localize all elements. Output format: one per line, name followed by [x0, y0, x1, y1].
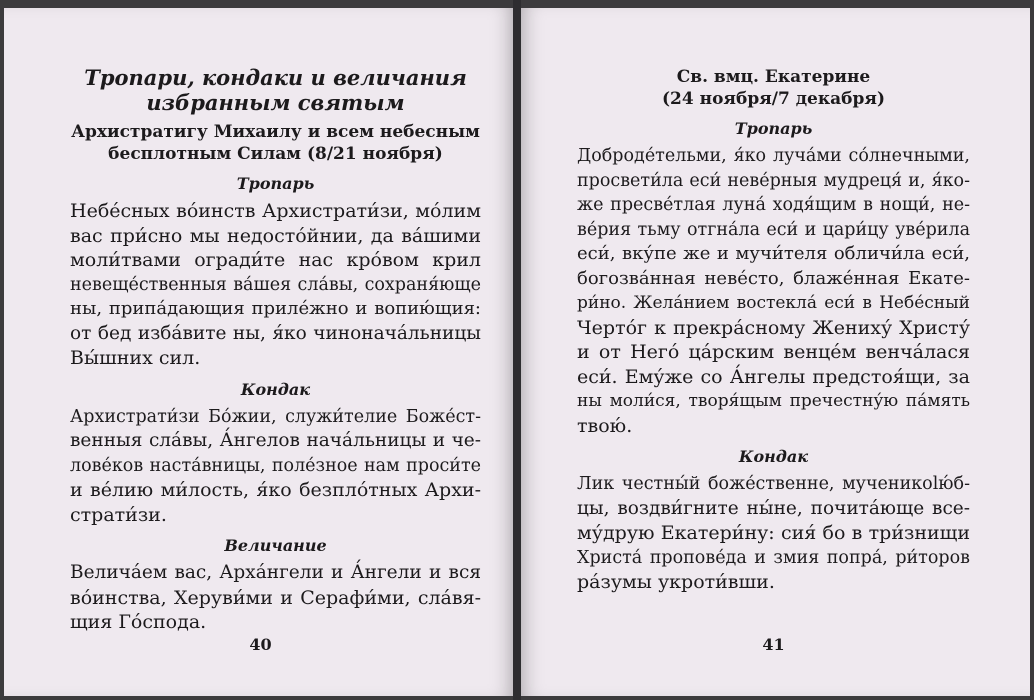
- kontakion-text: [577, 472, 970, 595]
- text-line: ны моли́ся, творя́щым пречестну́ю па́мять: [577, 391, 970, 411]
- megalynarion-label: Величание: [224, 536, 327, 555]
- text-line: Христа́ пропове́да и змия попра́, ри́торов: [577, 547, 970, 568]
- text-line: ны, припа́дающия приле́жно и вопию́щия:: [70, 298, 481, 319]
- text-line: Небе́сных во́инств Архистрати́зи, мо́лим: [70, 200, 481, 222]
- text-line: моли́твами огради́те нас кро́вом крил: [70, 249, 481, 271]
- megalynarion-text: [70, 561, 481, 635]
- subject-line: бесплотным Силам (8/21 ноября): [108, 144, 443, 164]
- subject-heading: [70, 121, 481, 165]
- book-gutter: [513, 0, 521, 700]
- subject-line: (24 ноября/7 декабря): [662, 89, 885, 109]
- text-line: Вы́шних сил.: [70, 347, 201, 369]
- text-line: твою́.: [577, 414, 633, 437]
- troparion-label: Тропарь: [734, 119, 813, 138]
- text-line: просвети́ла еси́ неве́рныя мудреця́ и, я́ко-: [577, 170, 970, 191]
- text-line: цы, воздви́гните ны́не, почита́юще все-: [577, 497, 970, 519]
- text-line: щия Го́спода.: [70, 611, 207, 633]
- text-line: еси́. Ему́же со А́нгелы предстоя́щи, за: [577, 365, 970, 388]
- text-line: Архистрати́зи Бо́жии, служи́телие Боже́ст-: [70, 406, 481, 427]
- text-line: Доброде́тельми, я́ко луча́ми со́лнечными,: [577, 146, 970, 166]
- text-line: ри́но. Жела́нием востекла́ еси́ в Небе́сный: [577, 293, 970, 313]
- text-line: еси́, вку́пе же и мучи́теля обличи́ла еси́,: [577, 243, 970, 264]
- text-line: венныя сла́вы, А́нгелов нача́льницы и че-: [70, 430, 481, 451]
- section-title: [70, 66, 481, 115]
- subject-line: Св. вмц. Екатерине: [676, 67, 871, 87]
- text-line: и ве́лию ми́лость, я́ко безпло́тных Архи-: [70, 479, 481, 501]
- text-line: богозва́нная неве́сто, блаже́нная Екате-: [577, 267, 970, 289]
- text-line: Лик честны́й боже́ственне, мученикolю́б-: [577, 474, 970, 494]
- kontakion-label: Кондак: [738, 447, 809, 466]
- text-line: ра́зумы укроти́вши.: [577, 571, 775, 593]
- text-line: лове́ков наста́вницы, поле́зное нам проси́те: [70, 455, 481, 476]
- text-line: ве́рия тьму отгна́ла еси́ и цари́цу уве́рила: [577, 219, 970, 240]
- troparion-label: Тропарь: [236, 174, 315, 193]
- page-number: 40: [249, 635, 272, 654]
- right-page: [517, 8, 1030, 696]
- troparion-text: [70, 199, 481, 371]
- left-page: [4, 8, 517, 696]
- subject-heading: [577, 66, 970, 110]
- troparion-text: [577, 144, 970, 438]
- text-line: во́инства, Херуви́ми и Серафи́ми, сла́вя-: [70, 586, 481, 609]
- text-line: му́друю Екатери́ну: сия́ бо в три́знищи: [577, 522, 970, 544]
- subject-line: Архистратигу Михаилу и всем небесным: [71, 122, 480, 142]
- text-line: вас при́сно мы недосто́йнии, да ва́шими: [70, 224, 481, 247]
- kontakion-text: [70, 405, 481, 528]
- text-line: от бед изба́вите ны, я́ко чинонача́льницы: [70, 322, 481, 344]
- page-number: 41: [762, 635, 785, 654]
- section-title-line: избранным святым: [146, 89, 405, 115]
- text-line: Черто́г к прекра́сному Жениху́ Христу́: [577, 316, 970, 339]
- text-line: же пресве́тлая луна́ ходя́щим в нощи́, не-: [577, 195, 970, 215]
- text-line: Велича́ем вас, Арха́нгели и А́нгели и вся: [70, 562, 481, 583]
- text-line: страти́зи.: [70, 503, 167, 526]
- kontakion-label: Кондак: [240, 379, 311, 399]
- section-title-line: Тропари, кондаки и величания: [84, 65, 467, 90]
- text-line: невеще́ственныя ва́шея сла́вы, сохраня́юще: [70, 274, 481, 295]
- text-line: и от Него́ ца́рским венце́м венча́лася: [577, 341, 970, 363]
